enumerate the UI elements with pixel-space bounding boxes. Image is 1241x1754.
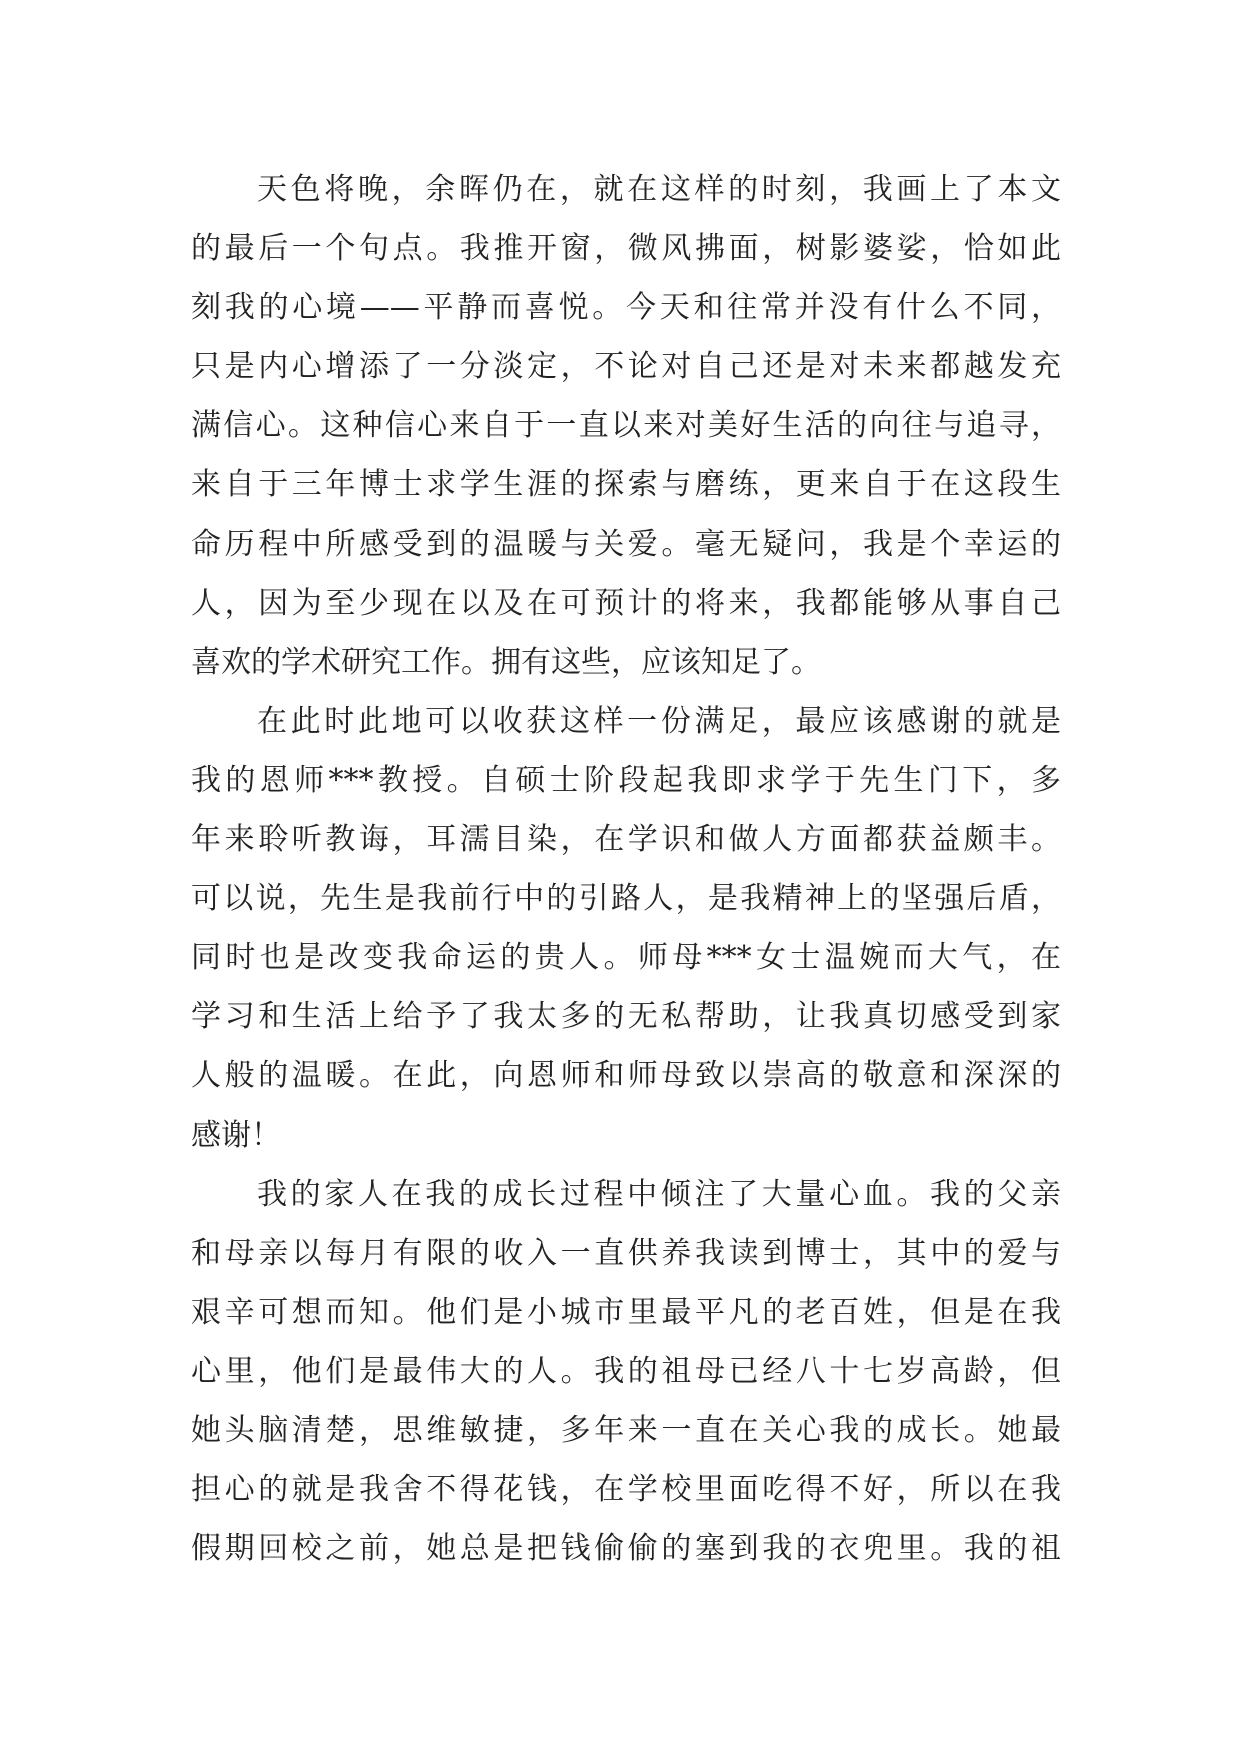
- text-line: 年来聆听教诲，耳濡目染，在学识和做人方面都获益颇丰。: [191, 822, 1061, 858]
- text-line: 在此时此地可以收获这样一份满足，最应该感谢的就是: [257, 703, 1061, 739]
- text-line: 她头脑清楚，思维敏捷，多年来一直在关心我的成长。她最: [191, 1412, 1061, 1448]
- text-line: 喜欢的学术研究工作。拥有这些，应该知足了。: [191, 644, 821, 680]
- document-body: [191, 160, 1061, 1578]
- paragraph-3: [191, 1165, 1061, 1579]
- paragraph-1: [191, 160, 1061, 692]
- text-line: 可以说，先生是我前行中的引路人，是我精神上的坚强后盾，: [191, 881, 1061, 917]
- text-line: 只是内心增添了一分淡定，不论对自己还是对未来都越发充: [191, 349, 1061, 385]
- text-line: 命历程中所感受到的温暖与关爱。毫无疑问，我是个幸运的: [191, 526, 1061, 562]
- text-line: 和母亲以每月有限的收入一直供养我读到博士，其中的爱与: [191, 1235, 1061, 1271]
- text-line: 来自于三年博士求学生涯的探索与磨练，更来自于在这段生: [191, 467, 1061, 503]
- text-line: 人般的温暖。在此，向恩师和师母致以崇高的敬意和深深的: [191, 1058, 1061, 1094]
- text-line: 我的恩师***教授。自硕士阶段起我即求学于先生门下，多: [191, 762, 1061, 798]
- text-line: 学习和生活上给予了我太多的无私帮助，让我真切感受到家: [191, 999, 1061, 1035]
- text-line: 的最后一个句点。我推开窗，微风拂面，树影婆娑，恰如此: [191, 231, 1061, 267]
- text-line: 天色将晚，余晖仍在，就在这样的时刻，我画上了本文: [257, 172, 1061, 207]
- text-line: 感谢！: [191, 1117, 281, 1153]
- text-line: 担心的就是我舍不得花钱，在学校里面吃得不好，所以在我: [191, 1472, 1061, 1508]
- text-line: 满信心。这种信心来自于一直以来对美好生活的向往与追寻，: [191, 408, 1061, 444]
- text-line: 假期回校之前，她总是把钱偷偷的塞到我的衣兜里。我的祖: [191, 1531, 1061, 1567]
- text-line: 人，因为至少现在以及在可预计的将来，我都能够从事自己: [191, 585, 1061, 621]
- text-line: 同时也是改变我命运的贵人。师母***女士温婉而大气，在: [191, 940, 1061, 976]
- text-line: 艰辛可想而知。他们是小城市里最平凡的老百姓，但是在我: [191, 1294, 1061, 1330]
- text-line: 心里，他们是最伟大的人。我的祖母已经八十七岁高龄，但: [191, 1353, 1061, 1389]
- paragraph-2: [191, 692, 1061, 1165]
- text-line: 我的家人在我的成长过程中倾注了大量心血。我的父亲: [257, 1176, 1061, 1212]
- text-line: 刻我的心境——平静而喜悦。今天和往常并没有什么不同，: [191, 290, 1061, 326]
